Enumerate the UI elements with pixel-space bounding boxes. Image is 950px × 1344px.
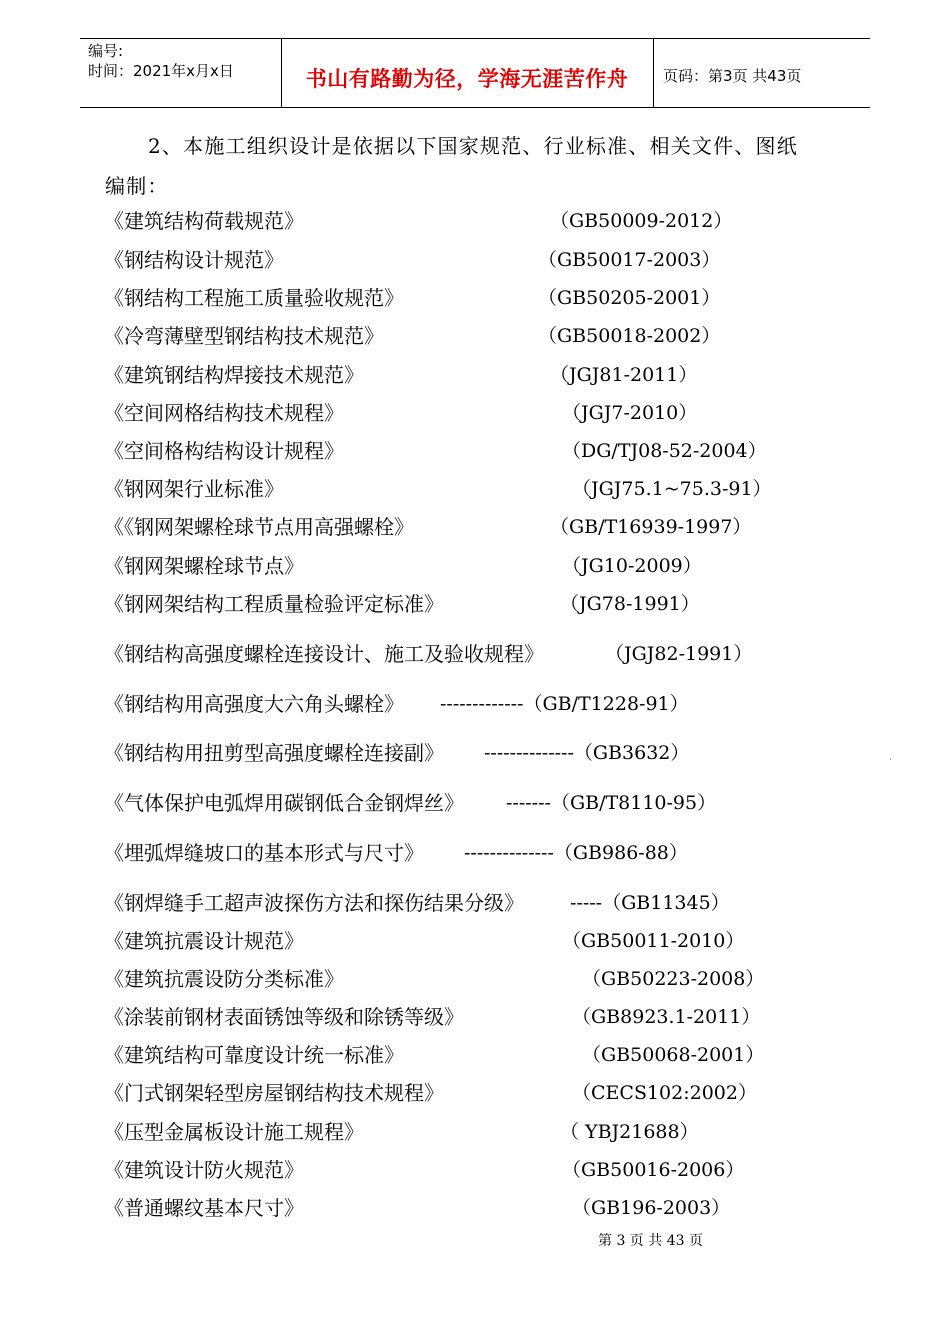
code-text: （GB50205-2001） — [538, 287, 721, 309]
header-divider — [653, 39, 654, 107]
reference-title: 《钢焊缝手工超声波探伤方法和探伤结果分级》 — [104, 891, 524, 915]
reference-code — [572, 1005, 760, 1029]
reference-code — [550, 515, 751, 539]
reference-code — [570, 891, 730, 915]
reference-title: 《《钢网架螺栓球节点用高强螺栓》 — [104, 515, 414, 539]
reference-title: 《空间格构结构设计规程》 — [104, 439, 344, 463]
reference-title: 《建筑抗震设防分类标准》 — [104, 967, 344, 991]
reference-code — [582, 967, 764, 991]
code-text: （GB8923.1-2011） — [572, 1006, 761, 1028]
code-text: （JGJ75.1~75.3-91） — [572, 478, 772, 500]
reference-title: 《钢网架结构工程质量检验评定标准》 — [104, 592, 444, 616]
code-text: （JG78-1991） — [560, 593, 700, 615]
reference-code — [562, 1158, 744, 1182]
code-text: （GB50009-2012） — [550, 210, 733, 232]
header-motto: 书山有路勤为径，学海无涯苦作舟 — [305, 67, 629, 91]
intro-line-2: 编制： — [105, 174, 169, 198]
code-text: （GB/T16939-1997） — [550, 516, 752, 538]
reference-title: 《建筑设计防火规范》 — [104, 1158, 304, 1182]
reference-code — [538, 324, 720, 348]
code-text: （JGJ81-2011） — [550, 364, 698, 386]
code-text: （DG/TJ08-52-2004） — [562, 440, 767, 462]
reference-code — [550, 209, 732, 233]
code-text: -----（GB11345） — [570, 892, 730, 914]
code-text: --------------（GB986-88） — [464, 842, 688, 864]
reference-title: 《埋弧焊缝坡口的基本形式与尺寸》 — [104, 841, 424, 865]
code-text: （GB50223-2008） — [582, 968, 765, 990]
reference-code — [562, 401, 697, 425]
reference-title: 《空间网格结构技术规程》 — [104, 401, 344, 425]
reference-code — [572, 1081, 757, 1105]
code-text: （JGJ82-1991） — [605, 643, 753, 665]
reference-title: 《普通螺纹基本尺寸》 — [104, 1196, 304, 1220]
code-text: （CECS102:2002） — [572, 1082, 757, 1104]
time-label: 时间：2021年x月x日 — [88, 62, 234, 80]
reference-title: 《建筑抗震设计规范》 — [104, 929, 304, 953]
code-text: -------------（GB/T1228-91） — [440, 693, 689, 715]
code-text: （GB50068-2001） — [582, 1044, 765, 1066]
code-text: （GB50011-2010） — [562, 930, 745, 952]
reference-code — [582, 1043, 764, 1067]
code-text: -------（GB/T8110-95） — [506, 792, 717, 814]
page-footer: 第 3 页 共 43 页 — [598, 1233, 703, 1249]
code-text: （JG10-2009） — [562, 555, 702, 577]
reference-code — [572, 477, 772, 501]
reference-title: 《压型金属板设计施工规程》 — [104, 1120, 364, 1144]
reference-title: 《建筑钢结构焊接技术规范》 — [104, 363, 364, 387]
reference-code — [538, 248, 720, 272]
code-text: （GB50017-2003） — [538, 249, 721, 271]
number-label: 编号: — [88, 42, 124, 60]
reference-title: 《钢结构设计规范》 — [104, 248, 284, 272]
reference-title: 《建筑结构可靠度设计统一标准》 — [104, 1043, 404, 1067]
reference-code — [506, 791, 716, 815]
code-text: （GB50016-2006） — [562, 1159, 745, 1181]
intro-line-1: 2、本施工组织设计是依据以下国家规范、行业标准、相关文件、图纸 — [148, 134, 798, 158]
code-text: （GB50018-2002） — [538, 325, 721, 347]
reference-code — [538, 286, 720, 310]
code-text: （ YBJ21688） — [560, 1121, 699, 1143]
reference-code — [560, 1120, 699, 1144]
reference-title: 《钢网架行业标准》 — [104, 477, 284, 501]
code-text: --------------（GB3632） — [484, 742, 690, 764]
reference-title: 《钢结构高强度螺栓连接设计、施工及验收规程》 — [104, 642, 544, 666]
reference-title: 《冷弯薄壁型钢结构技术规范》 — [104, 324, 384, 348]
reference-code — [464, 841, 688, 865]
reference-code — [562, 439, 767, 463]
code-text: （GB196-2003） — [572, 1197, 731, 1219]
reference-title: 《钢结构用扭剪型高强度螺栓连接副》 — [104, 741, 444, 765]
reference-title: 《建筑结构荷载规范》 — [104, 209, 304, 233]
reference-code — [440, 692, 689, 716]
reference-title: 《门式钢架轻型房屋钢结构技术规程》 — [104, 1081, 444, 1105]
reference-title: 《涂装前钢材表面锈蚀等级和除锈等级》 — [104, 1005, 464, 1029]
page-header — [80, 38, 870, 108]
reference-code — [550, 363, 697, 387]
header-page-info: 页码：第3页 共43页 — [663, 67, 802, 85]
reference-code — [484, 741, 689, 765]
reference-code — [562, 929, 744, 953]
reference-title: 《气体保护电弧焊用碳钢低合金钢焊丝》 — [104, 791, 464, 815]
reference-code — [562, 554, 702, 578]
reference-title: 《钢网架螺栓球节点》 — [104, 554, 304, 578]
stray-mark: · — [889, 755, 893, 766]
reference-code — [560, 592, 700, 616]
reference-code — [605, 642, 752, 666]
code-text: （JGJ7-2010） — [562, 402, 698, 424]
header-meta — [88, 41, 234, 81]
reference-title: 《钢结构用高强度大六角头螺栓》 — [104, 692, 404, 716]
reference-code — [572, 1196, 730, 1220]
reference-title: 《钢结构工程施工质量验收规范》 — [104, 286, 404, 310]
